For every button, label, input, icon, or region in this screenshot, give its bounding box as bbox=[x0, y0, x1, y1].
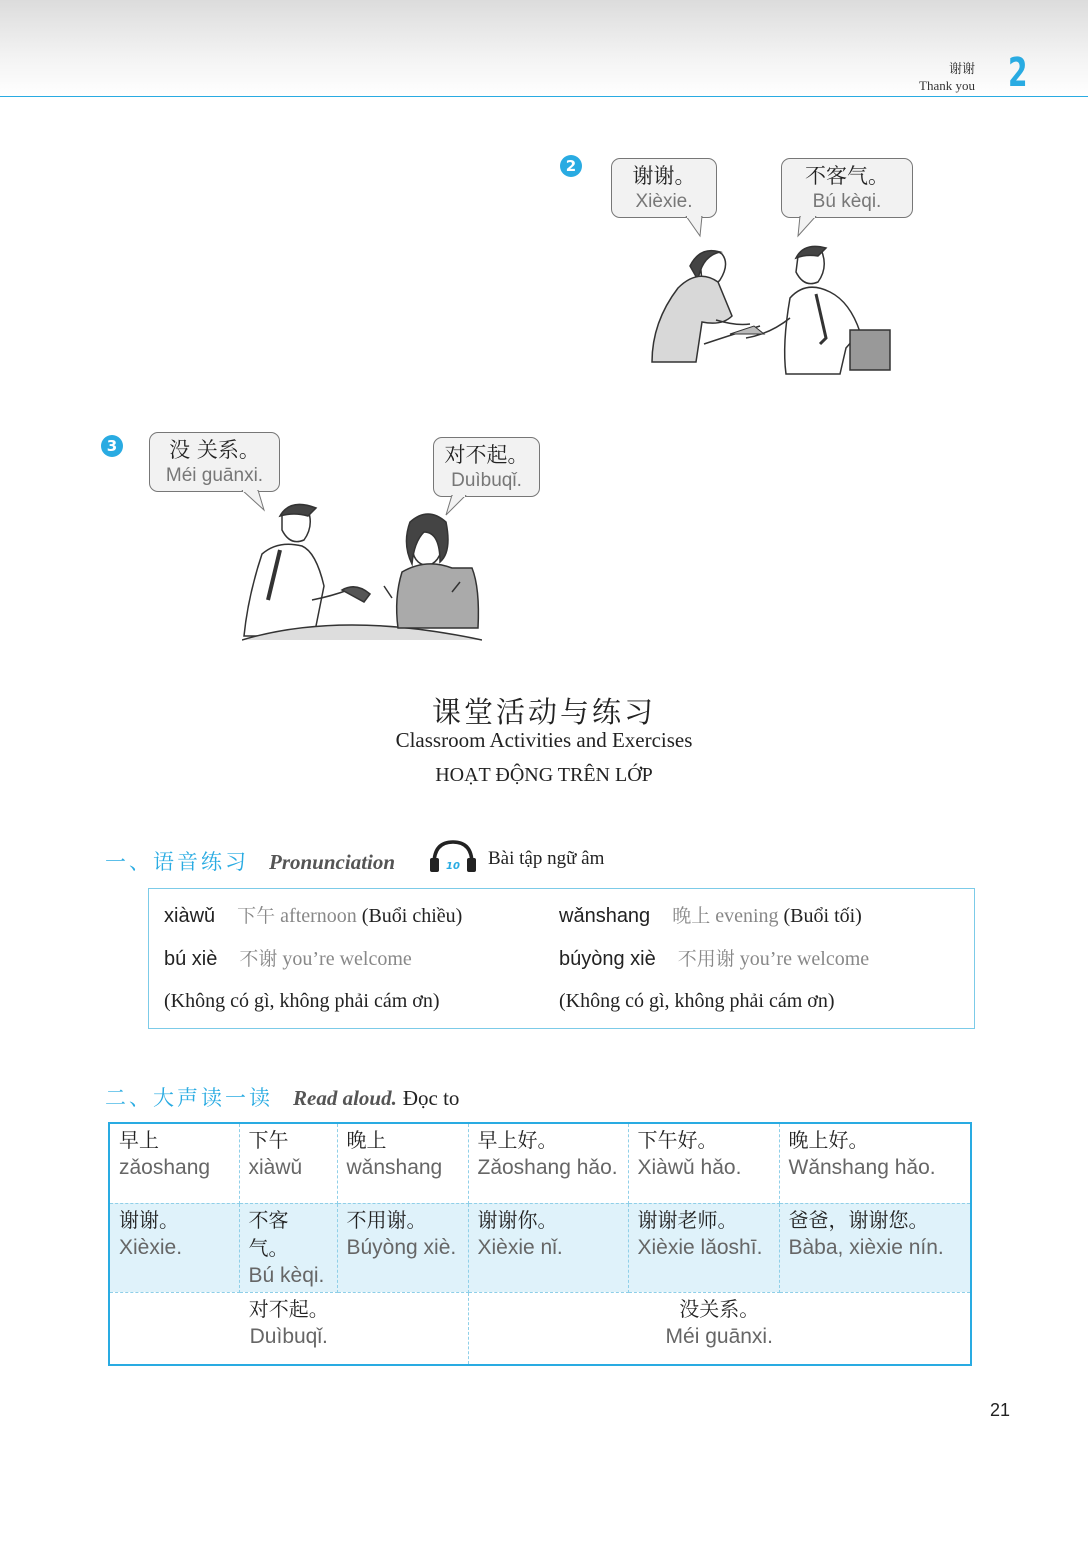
cell-pinyin: Duìbuqǐ. bbox=[249, 1324, 328, 1348]
pron-note-left: (Không có gì, không phải cám ơn) bbox=[164, 990, 440, 1012]
scene-3-bubble-man bbox=[149, 432, 280, 492]
read-aloud-table bbox=[108, 1122, 972, 1366]
bubble-text-pinyin: Duìbuqǐ. bbox=[451, 470, 522, 491]
cell-pinyin: Xièxie nǐ. bbox=[477, 1235, 563, 1259]
pron-pinyin: xiàwǔ bbox=[164, 905, 216, 927]
scene-3-bubble-woman bbox=[433, 437, 540, 497]
bubble-text-cn: 不客气。 bbox=[805, 164, 889, 188]
exercise-1-heading bbox=[105, 846, 395, 876]
table-cell bbox=[628, 1123, 779, 1203]
exercise-2-heading bbox=[105, 1082, 459, 1112]
pron-pinyin: búyòng xiè bbox=[559, 948, 656, 970]
pron-cn: 不谢 bbox=[239, 948, 278, 970]
pron-en: you’re welcome bbox=[739, 948, 870, 970]
cell-pinyin: Bú kèqi. bbox=[248, 1263, 325, 1287]
pronunciation-box bbox=[148, 888, 975, 1029]
bubble-text-cn: 谢谢。 bbox=[632, 164, 696, 188]
pron-item bbox=[164, 944, 412, 971]
cell-pinyin: xiàwǔ bbox=[248, 1156, 303, 1179]
cell-cn: 谢谢老师。 bbox=[637, 1207, 738, 1232]
table-cell bbox=[628, 1203, 779, 1292]
cell-cn: 下午 bbox=[248, 1128, 289, 1152]
scene-2-number-badge: 2 bbox=[560, 155, 582, 177]
chapter-title-cn: 谢谢 bbox=[948, 62, 975, 77]
pron-en: afternoon bbox=[280, 905, 357, 927]
bubble-text-pinyin: Méi guānxi. bbox=[165, 465, 264, 486]
cell-cn: 对不起。 bbox=[248, 1296, 329, 1321]
pron-en: you’re welcome bbox=[282, 948, 412, 970]
bubble-text-pinyin: Xièxie. bbox=[635, 191, 693, 212]
cell-cn: 没关系。 bbox=[679, 1296, 760, 1321]
audio-track-number: 10 bbox=[446, 861, 460, 872]
cell-cn: 爸爸，谢谢您。 bbox=[788, 1207, 929, 1232]
pron-cn: 不用谢 bbox=[677, 948, 735, 970]
exercise-1-title-en: Pronunciation bbox=[269, 850, 396, 874]
section-title-cn: 课堂活动与练习 bbox=[431, 695, 656, 729]
table-cell bbox=[109, 1123, 239, 1203]
cell-cn: 晚上好。 bbox=[788, 1128, 869, 1152]
table-row bbox=[109, 1123, 971, 1203]
scene-2-illustration bbox=[620, 238, 905, 378]
cell-cn: 早上 bbox=[119, 1128, 159, 1152]
bubble-text-cn: 对不起。 bbox=[444, 443, 529, 467]
pron-item bbox=[559, 901, 862, 928]
cell-pinyin: zǎoshang bbox=[119, 1156, 211, 1179]
bubble-tail-icon bbox=[792, 216, 822, 238]
cell-pinyin: wǎnshang bbox=[346, 1156, 443, 1179]
pron-item bbox=[559, 944, 869, 971]
cell-pinyin: Méi guānxi. bbox=[665, 1324, 773, 1348]
pron-cn: 下午 bbox=[237, 905, 276, 927]
bubble-text-cn: 没 关系。 bbox=[169, 438, 260, 462]
table-cell bbox=[109, 1292, 468, 1365]
cell-pinyin: Bàba, xièxie nín. bbox=[788, 1235, 944, 1259]
table-cell bbox=[468, 1203, 628, 1292]
exercise-2-title-vn: Đọc to bbox=[402, 1086, 460, 1110]
pron-vn: (Buổi tối) bbox=[783, 905, 862, 927]
chapter-title-en: Thank you bbox=[919, 78, 975, 93]
table-cell bbox=[779, 1123, 971, 1203]
headphones-audio-icon[interactable] bbox=[428, 838, 478, 874]
bubble-text-pinyin: Bú kèqi. bbox=[812, 191, 882, 212]
cell-pinyin: Búyòng xiè. bbox=[346, 1235, 457, 1259]
pron-item bbox=[164, 901, 462, 928]
page-header bbox=[0, 0, 1088, 97]
cell-cn: 不客气。 bbox=[248, 1207, 289, 1260]
exercise-1-title-vn-wrap bbox=[488, 848, 604, 870]
table-row bbox=[109, 1203, 971, 1292]
scene-3-illustration bbox=[242, 500, 482, 648]
bubble-tail-icon bbox=[680, 216, 710, 238]
table-cell bbox=[239, 1203, 337, 1292]
exercise-1-title-cn: 一、语音练习 bbox=[105, 850, 249, 874]
cell-cn: 不用谢。 bbox=[346, 1207, 427, 1232]
cell-pinyin: Xiàwǔ hǎo. bbox=[637, 1156, 742, 1179]
table-cell bbox=[468, 1123, 628, 1203]
exercise-2-title-en: Read aloud. bbox=[293, 1086, 397, 1110]
cell-cn: 谢谢。 bbox=[119, 1207, 179, 1232]
section-title-vn: HOẠT ĐỘNG TRÊN LỚP bbox=[435, 764, 653, 786]
cell-cn: 晚上 bbox=[346, 1128, 387, 1152]
pron-en: evening bbox=[715, 905, 779, 927]
pron-vn: (Buổi chiều) bbox=[361, 905, 463, 927]
table-cell bbox=[337, 1123, 468, 1203]
exercise-2-title-cn: 二、大声读一读 bbox=[105, 1086, 273, 1110]
pron-note-right: (Không có gì, không phải cám ơn) bbox=[559, 990, 835, 1012]
table-cell bbox=[109, 1203, 239, 1292]
table-cell bbox=[468, 1292, 971, 1365]
table-cell bbox=[337, 1203, 468, 1292]
chapter-number: 2 bbox=[1008, 50, 1028, 96]
section-title-en: Classroom Activities and Exercises bbox=[395, 728, 693, 752]
table-cell bbox=[239, 1123, 337, 1203]
pron-pinyin: bú xiè bbox=[164, 948, 218, 970]
pron-cn: 晚上 bbox=[672, 905, 711, 927]
scene-3-number-badge: 3 bbox=[101, 435, 123, 457]
table-row bbox=[109, 1292, 971, 1365]
cell-pinyin: Xièxie. bbox=[119, 1235, 183, 1259]
page-number: 21 bbox=[990, 1400, 1011, 1420]
cell-cn: 下午好。 bbox=[637, 1128, 718, 1152]
cell-pinyin: Wǎnshang hǎo. bbox=[788, 1156, 936, 1179]
scene-2-bubble-woman bbox=[611, 158, 717, 218]
pron-pinyin: wǎnshang bbox=[559, 905, 651, 927]
cell-cn: 早上好。 bbox=[477, 1128, 558, 1152]
cell-cn: 谢谢你。 bbox=[477, 1207, 558, 1232]
exercise-1-title-vn: Bài tập ngữ âm bbox=[488, 848, 605, 869]
scene-2-bubble-man bbox=[781, 158, 913, 218]
table-cell bbox=[779, 1203, 971, 1292]
cell-pinyin: Xièxie lǎoshī. bbox=[637, 1235, 763, 1259]
cell-pinyin: Zǎoshang hǎo. bbox=[477, 1156, 618, 1179]
